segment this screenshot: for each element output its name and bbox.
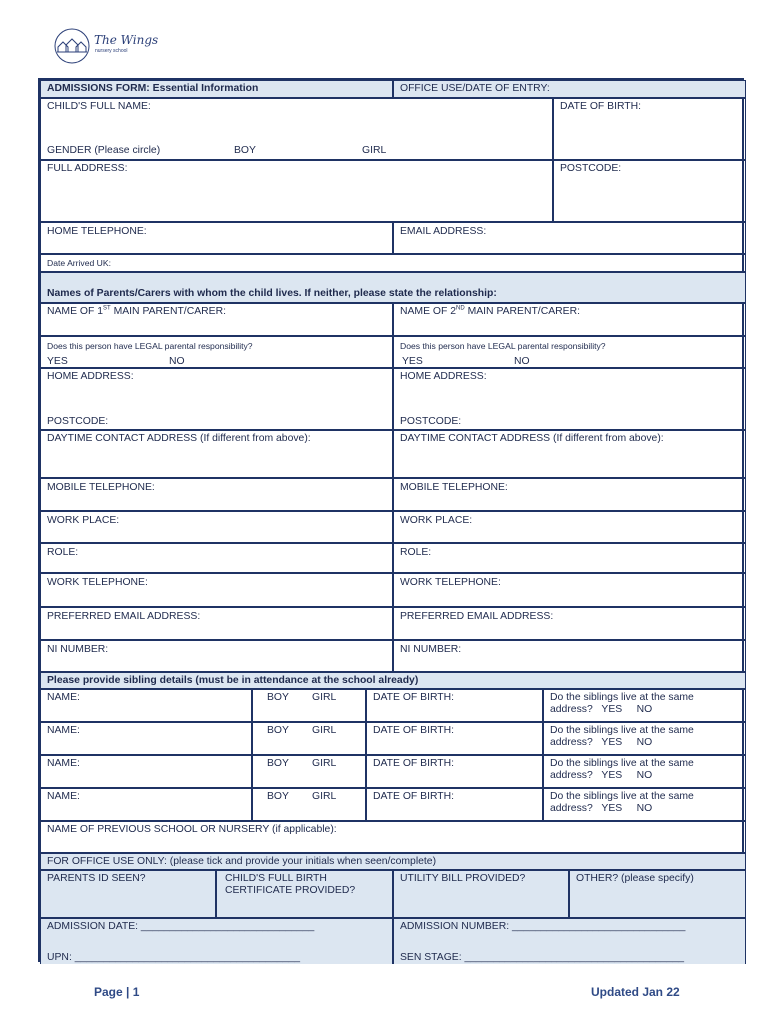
sibling-name-field[interactable]: NAME: (40, 788, 252, 821)
parent2-ni-number-field[interactable]: NI NUMBER: (393, 640, 746, 672)
sibling-dob-field[interactable]: DATE OF BIRTH: (366, 689, 543, 722)
birth-certificate-label-line2: CERTIFICATE PROVIDED? (225, 885, 356, 896)
sibling-address-yes[interactable]: YES (601, 770, 623, 781)
sibling-dob-field[interactable]: DATE OF BIRTH: (366, 755, 543, 788)
admission-date-upn-cell[interactable] (40, 918, 393, 964)
sibling-name-field[interactable]: NAME: (40, 722, 252, 755)
parent2-ordinal: ND (456, 305, 465, 312)
parent1-home-address-field[interactable] (40, 368, 393, 430)
sibling-address-no[interactable]: NO (636, 704, 653, 715)
parent1-preferred-email-field[interactable]: PREFERRED EMAIL ADDRESS: (40, 607, 393, 640)
parent1-home-address-label: HOME ADDRESS: (47, 371, 134, 382)
parent1-postcode-label: POSTCODE: (47, 416, 109, 427)
sibling-girl-option[interactable]: GIRL (312, 758, 337, 769)
child-name-field[interactable] (40, 98, 553, 160)
parent2-postcode-label: POSTCODE: (400, 416, 462, 427)
sibling-address-yes[interactable]: YES (601, 737, 623, 748)
school-logo (42, 26, 192, 66)
parents-id-seen-field[interactable]: PARENTS ID SEEN? (40, 870, 216, 918)
sibling-address-no[interactable]: NO (636, 803, 653, 814)
parent2-name-suffix: MAIN PARENT/CARER: (464, 306, 580, 317)
sibling-same-address-field[interactable] (543, 788, 746, 821)
sibling-same-address-question: Do the siblings live at the same (550, 791, 694, 802)
child-name-label: CHILD'S FULL NAME: (47, 101, 151, 112)
sibling-address-yes[interactable]: YES (601, 704, 623, 715)
parent1-daytime-address-field[interactable]: DAYTIME CONTACT ADDRESS (If different from above): (40, 430, 393, 478)
parents-heading: Names of Parents/Carers with whom the child lives. If neither, please state the relationship: (40, 272, 746, 303)
parent2-home-address-label: HOME ADDRESS: (400, 371, 487, 382)
parent2-mobile-field[interactable]: MOBILE TELEPHONE: (393, 478, 746, 511)
gender-boy-option[interactable]: BOY (234, 145, 256, 156)
admission-number-label: ADMISSION NUMBER: ______________________________ (400, 921, 686, 932)
parent1-legal-yes[interactable]: YES (47, 356, 68, 367)
birth-certificate-label-line1: CHILD'S FULL BIRTH (225, 873, 327, 884)
parent2-name-field[interactable] (393, 303, 746, 336)
parent1-name-field[interactable] (40, 303, 393, 336)
parent1-ni-number-field[interactable]: NI NUMBER: (40, 640, 393, 672)
sibling-same-address-question: Do the siblings live at the same (550, 725, 694, 736)
other-specify-field[interactable]: OTHER? (please specify) (569, 870, 746, 918)
parent1-name-suffix: MAIN PARENT/CARER: (110, 306, 226, 317)
parent1-work-telephone-field[interactable]: WORK TELEPHONE: (40, 573, 393, 607)
sibling-gender-field[interactable] (252, 755, 366, 788)
home-telephone-field[interactable]: HOME TELEPHONE: (40, 222, 393, 254)
page-number: Page | 1 (94, 985, 140, 999)
parent1-ordinal: ST (103, 305, 111, 312)
gender-girl-option[interactable]: GIRL (362, 145, 387, 156)
sibling-girl-option[interactable]: GIRL (312, 725, 337, 736)
parent1-legal-no[interactable]: NO (169, 356, 185, 367)
sibling-address-no[interactable]: NO (636, 737, 653, 748)
parent2-home-address-field[interactable] (393, 368, 746, 430)
sibling-boy-option[interactable]: BOY (267, 758, 289, 769)
sibling-boy-option[interactable]: BOY (267, 791, 289, 802)
sibling-gender-field[interactable] (252, 788, 366, 821)
parent2-name-prefix: NAME OF 2 (400, 306, 457, 317)
logo-brand: The Wings (94, 33, 159, 47)
sibling-dob-field[interactable]: DATE OF BIRTH: (366, 722, 543, 755)
admission-date-label: ADMISSION DATE: ______________________________ (47, 921, 315, 932)
upn-label: UPN: _______________________________________ (47, 952, 301, 963)
parent2-daytime-address-field[interactable]: DAYTIME CONTACT ADDRESS (If different from above): (393, 430, 746, 478)
sibling-boy-option[interactable]: BOY (267, 692, 289, 703)
parent2-legal-field[interactable] (393, 336, 746, 368)
office-use-heading: FOR OFFICE USE ONLY: (please tick and provide your initials when seen/complete) (40, 853, 746, 870)
birth-certificate-field[interactable] (216, 870, 393, 918)
email-address-field[interactable]: EMAIL ADDRESS: (393, 222, 746, 254)
office-use-date-field[interactable]: OFFICE USE/DATE OF ENTRY: (393, 80, 746, 98)
logo-subtitle: nursery school (95, 48, 128, 54)
parent1-role-field[interactable]: ROLE: (40, 543, 393, 573)
sibling-boy-option[interactable]: BOY (267, 725, 289, 736)
sibling-same-address-question: Do the siblings live at the same (550, 758, 694, 769)
sibling-same-address-field[interactable] (543, 755, 746, 788)
sibling-name-field[interactable]: NAME: (40, 689, 252, 722)
parent2-preferred-email-field[interactable]: PREFERRED EMAIL ADDRESS: (393, 607, 746, 640)
sibling-address-label: address? (550, 770, 593, 781)
parent2-legal-question: Does this person have LEGAL parental responsibility? (400, 341, 606, 351)
parent2-work-place-field[interactable]: WORK PLACE: (393, 511, 746, 543)
updated-date: Updated Jan 22 (591, 985, 680, 999)
date-arrived-uk-field[interactable]: Date Arrived UK: (40, 254, 746, 272)
form-title: ADMISSIONS FORM: Essential Information (40, 80, 393, 98)
sen-stage-label: SEN STAGE: ______________________________________ (400, 952, 685, 963)
sibling-name-field[interactable]: NAME: (40, 755, 252, 788)
sibling-girl-option[interactable]: GIRL (312, 692, 337, 703)
child-dob-field[interactable]: DATE OF BIRTH: (553, 98, 746, 160)
gender-label: GENDER (Please circle) (47, 145, 161, 156)
full-address-field[interactable]: FULL ADDRESS: (40, 160, 553, 222)
parent1-mobile-field[interactable]: MOBILE TELEPHONE: (40, 478, 393, 511)
sibling-same-address-field[interactable] (543, 689, 746, 722)
parent1-name-prefix: NAME OF 1 (47, 306, 104, 317)
previous-school-field[interactable]: NAME OF PREVIOUS SCHOOL OR NURSERY (if applicable): (40, 821, 746, 853)
sibling-girl-option[interactable]: GIRL (312, 791, 337, 802)
admissions-form (38, 78, 744, 962)
postcode-field[interactable]: POSTCODE: (553, 160, 746, 222)
sibling-address-no[interactable]: NO (636, 770, 653, 781)
parent1-legal-question: Does this person have LEGAL parental responsibility? (47, 341, 253, 351)
utility-bill-field[interactable]: UTILITY BILL PROVIDED? (393, 870, 569, 918)
sibling-address-yes[interactable]: YES (601, 803, 623, 814)
sibling-gender-field[interactable] (252, 722, 366, 755)
parent2-work-telephone-field[interactable]: WORK TELEPHONE: (393, 573, 746, 607)
sibling-address-label: address? (550, 704, 593, 715)
parent1-legal-field[interactable] (40, 336, 393, 368)
sibling-same-address-question: Do the siblings live at the same (550, 692, 694, 703)
parent2-role-field[interactable]: ROLE: (393, 543, 746, 573)
parent2-legal-yes[interactable]: YES (402, 356, 423, 367)
sibling-same-address-field[interactable] (543, 722, 746, 755)
admission-number-sen-cell[interactable] (393, 918, 746, 964)
sibling-address-label: address? (550, 803, 593, 814)
sibling-address-label: address? (550, 737, 593, 748)
siblings-heading: Please provide sibling details (must be in attendance at the school already) (40, 672, 746, 689)
parent2-legal-no[interactable]: NO (514, 356, 530, 367)
sibling-gender-field[interactable] (252, 689, 366, 722)
sibling-dob-field[interactable]: DATE OF BIRTH: (366, 788, 543, 821)
parent1-work-place-field[interactable]: WORK PLACE: (40, 511, 393, 543)
